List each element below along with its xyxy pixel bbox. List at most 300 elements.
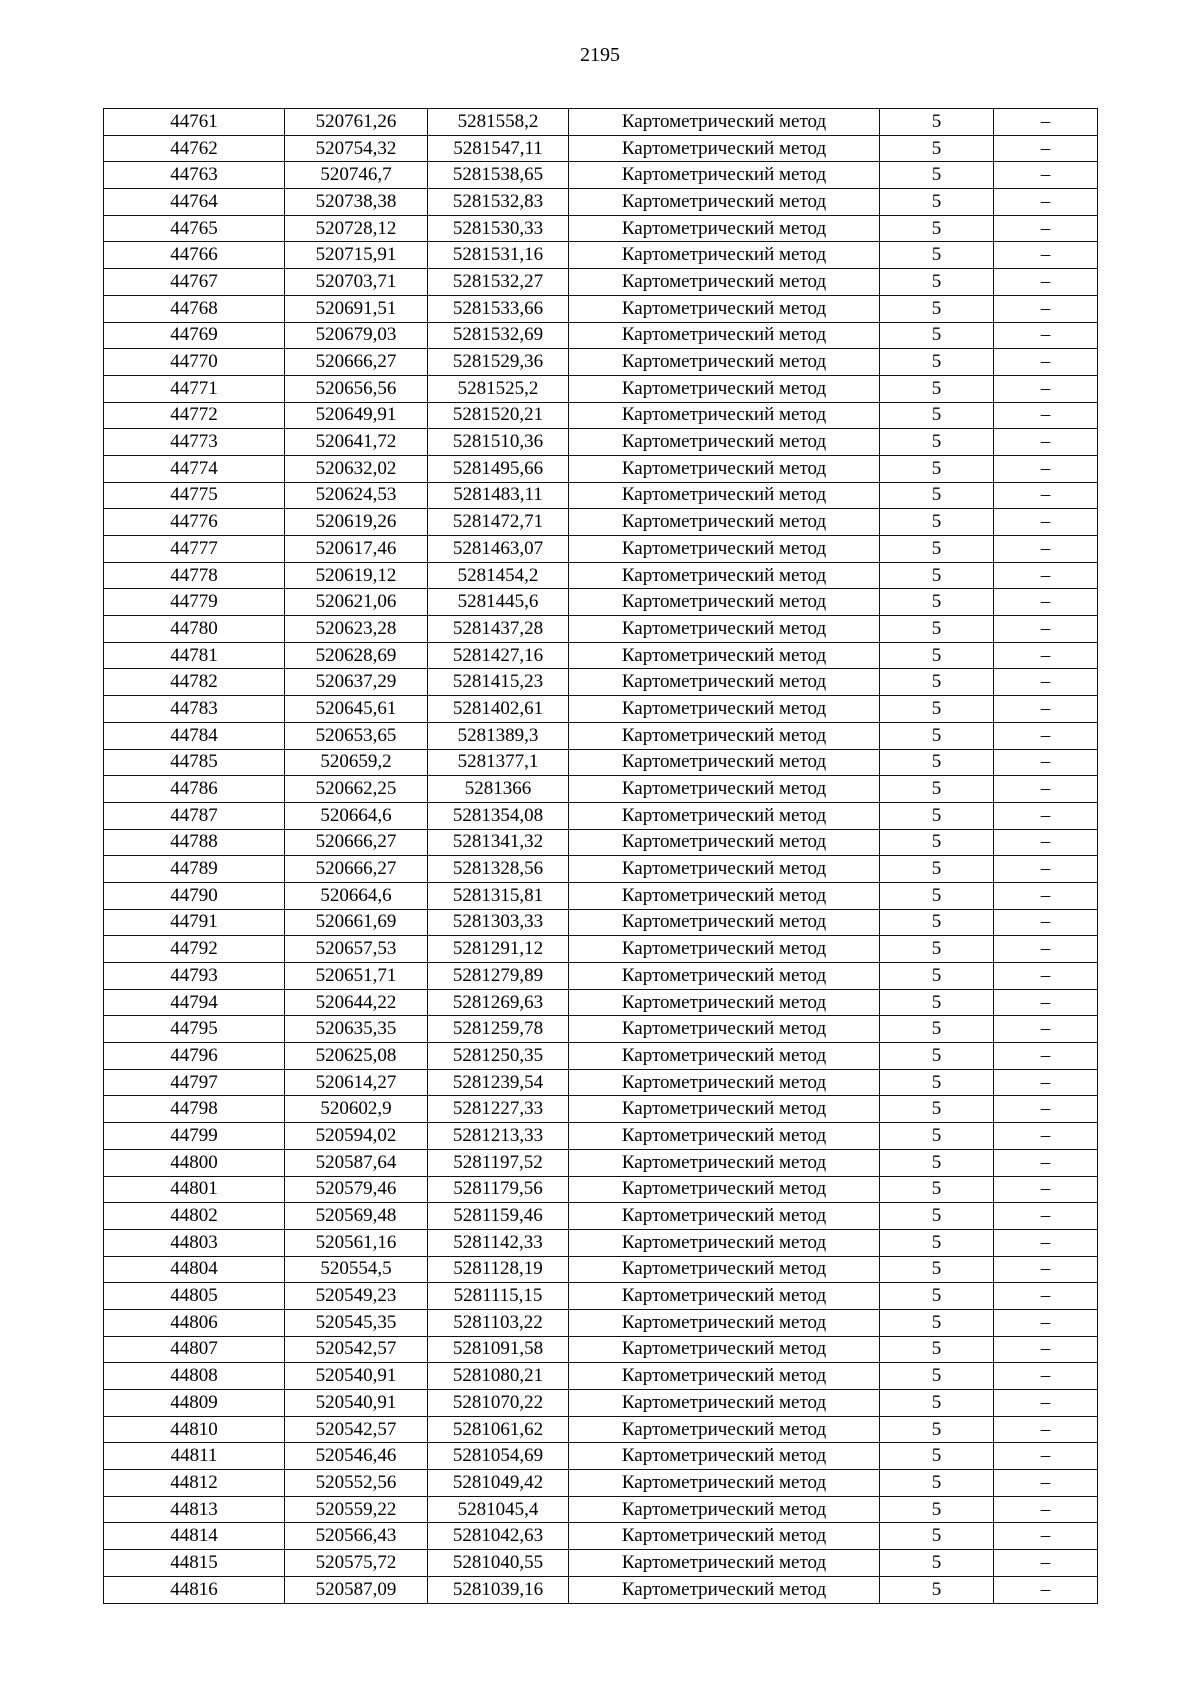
y-coordinate-cell: 5281341,32 [428,829,569,856]
x-coordinate-cell: 520566,43 [285,1523,428,1550]
point-number-cell: 44765 [104,215,285,242]
table-row [104,322,1098,349]
point-number-cell: 44814 [104,1523,285,1550]
table-row [104,1229,1098,1256]
point-number-cell: 44779 [104,589,285,616]
note-cell: – [994,1229,1098,1256]
point-number-cell: 44770 [104,349,285,376]
point-number-cell: 44793 [104,963,285,990]
point-number-cell: 44785 [104,749,285,776]
point-number-cell: 44790 [104,882,285,909]
point-number-cell: 44801 [104,1176,285,1203]
accuracy-cell: 5 [880,829,994,856]
table-row [104,1309,1098,1336]
note-cell: – [994,1470,1098,1497]
note-cell: – [994,269,1098,296]
method-cell: Картометрический метод [569,1416,880,1443]
point-number-cell: 44792 [104,936,285,963]
accuracy-cell: 5 [880,295,994,322]
accuracy-cell: 5 [880,989,994,1016]
accuracy-cell: 5 [880,1309,994,1336]
method-cell: Картометрический метод [569,882,880,909]
note-cell: – [994,135,1098,162]
point-number-cell: 44791 [104,909,285,936]
x-coordinate-cell: 520628,69 [285,642,428,669]
x-coordinate-cell: 520715,91 [285,242,428,269]
accuracy-cell: 5 [880,242,994,269]
method-cell: Картометрический метод [569,1229,880,1256]
y-coordinate-cell: 5281227,33 [428,1096,569,1123]
note-cell: – [994,1203,1098,1230]
x-coordinate-cell: 520594,02 [285,1123,428,1150]
y-coordinate-cell: 5281042,63 [428,1523,569,1550]
point-number-cell: 44763 [104,162,285,189]
x-coordinate-cell: 520614,27 [285,1069,428,1096]
accuracy-cell: 5 [880,696,994,723]
accuracy-cell: 5 [880,1149,994,1176]
x-coordinate-cell: 520575,72 [285,1550,428,1577]
note-cell: – [994,1256,1098,1283]
x-coordinate-cell: 520666,27 [285,856,428,883]
accuracy-cell: 5 [880,215,994,242]
y-coordinate-cell: 5281427,16 [428,642,569,669]
point-number-cell: 44761 [104,109,285,136]
note-cell: – [994,1043,1098,1070]
table-row [104,1363,1098,1390]
table-row [104,1496,1098,1523]
note-cell: – [994,1069,1098,1096]
accuracy-cell: 5 [880,1390,994,1417]
y-coordinate-cell: 5281472,71 [428,509,569,536]
point-number-cell: 44815 [104,1550,285,1577]
accuracy-cell: 5 [880,162,994,189]
table-row [104,1149,1098,1176]
accuracy-cell: 5 [880,536,994,563]
x-coordinate-cell: 520552,56 [285,1470,428,1497]
point-number-cell: 44800 [104,1149,285,1176]
x-coordinate-cell: 520659,2 [285,749,428,776]
accuracy-cell: 5 [880,1550,994,1577]
accuracy-cell: 5 [880,402,994,429]
accuracy-cell: 5 [880,1229,994,1256]
note-cell: – [994,189,1098,216]
table-row [104,829,1098,856]
y-coordinate-cell: 5281091,58 [428,1336,569,1363]
point-number-cell: 44794 [104,989,285,1016]
y-coordinate-cell: 5281179,56 [428,1176,569,1203]
y-coordinate-cell: 5281354,08 [428,802,569,829]
method-cell: Картометрический метод [569,1203,880,1230]
y-coordinate-cell: 5281328,56 [428,856,569,883]
y-coordinate-cell: 5281045,4 [428,1496,569,1523]
x-coordinate-cell: 520546,46 [285,1443,428,1470]
x-coordinate-cell: 520691,51 [285,295,428,322]
note-cell: – [994,936,1098,963]
method-cell: Картометрический метод [569,269,880,296]
table-row [104,402,1098,429]
table-row [104,242,1098,269]
point-number-cell: 44788 [104,829,285,856]
note-cell: – [994,856,1098,883]
point-number-cell: 44780 [104,616,285,643]
accuracy-cell: 5 [880,1443,994,1470]
x-coordinate-cell: 520679,03 [285,322,428,349]
method-cell: Картометрический метод [569,989,880,1016]
note-cell: – [994,349,1098,376]
accuracy-cell: 5 [880,1576,994,1603]
y-coordinate-cell: 5281259,78 [428,1016,569,1043]
y-coordinate-cell: 5281103,22 [428,1309,569,1336]
note-cell: – [994,109,1098,136]
method-cell: Картометрический метод [569,1443,880,1470]
point-number-cell: 44787 [104,802,285,829]
accuracy-cell: 5 [880,802,994,829]
note-cell: – [994,722,1098,749]
y-coordinate-cell: 5281531,16 [428,242,569,269]
table-row [104,1256,1098,1283]
table-row [104,882,1098,909]
point-number-cell: 44797 [104,1069,285,1096]
y-coordinate-cell: 5281128,19 [428,1256,569,1283]
method-cell: Картометрический метод [569,1496,880,1523]
point-number-cell: 44807 [104,1336,285,1363]
table-row [104,1123,1098,1150]
note-cell: – [994,669,1098,696]
table-row [104,749,1098,776]
point-number-cell: 44772 [104,402,285,429]
accuracy-cell: 5 [880,322,994,349]
x-coordinate-cell: 520657,53 [285,936,428,963]
table-row [104,1283,1098,1310]
x-coordinate-cell: 520637,29 [285,669,428,696]
point-number-cell: 44782 [104,669,285,696]
table-row [104,162,1098,189]
note-cell: – [994,215,1098,242]
note-cell: – [994,482,1098,509]
method-cell: Картометрический метод [569,669,880,696]
y-coordinate-cell: 5281291,12 [428,936,569,963]
method-cell: Картометрический метод [569,109,880,136]
accuracy-cell: 5 [880,722,994,749]
point-number-cell: 44764 [104,189,285,216]
method-cell: Картометрический метод [569,616,880,643]
y-coordinate-cell: 5281061,62 [428,1416,569,1443]
y-coordinate-cell: 5281159,46 [428,1203,569,1230]
y-coordinate-cell: 5281377,1 [428,749,569,776]
x-coordinate-cell: 520651,71 [285,963,428,990]
table-row [104,375,1098,402]
method-cell: Картометрический метод [569,1016,880,1043]
point-number-cell: 44816 [104,1576,285,1603]
accuracy-cell: 5 [880,776,994,803]
x-coordinate-cell: 520761,26 [285,109,428,136]
point-number-cell: 44774 [104,455,285,482]
point-number-cell: 44775 [104,482,285,509]
note-cell: – [994,402,1098,429]
x-coordinate-cell: 520664,6 [285,882,428,909]
table-row [104,429,1098,456]
method-cell: Картометрический метод [569,1390,880,1417]
note-cell: – [994,749,1098,776]
y-coordinate-cell: 5281445,6 [428,589,569,616]
note-cell: – [994,1443,1098,1470]
table-row [104,1523,1098,1550]
table-row [104,455,1098,482]
y-coordinate-cell: 5281525,2 [428,375,569,402]
y-coordinate-cell: 5281402,61 [428,696,569,723]
accuracy-cell: 5 [880,749,994,776]
accuracy-cell: 5 [880,375,994,402]
y-coordinate-cell: 5281529,36 [428,349,569,376]
table-row [104,1176,1098,1203]
accuracy-cell: 5 [880,269,994,296]
table-row [104,536,1098,563]
method-cell: Картометрический метод [569,402,880,429]
table-row [104,909,1098,936]
y-coordinate-cell: 5281415,23 [428,669,569,696]
note-cell: – [994,562,1098,589]
table-row [104,589,1098,616]
point-number-cell: 44809 [104,1390,285,1417]
y-coordinate-cell: 5281250,35 [428,1043,569,1070]
method-cell: Картометрический метод [569,776,880,803]
note-cell: – [994,589,1098,616]
note-cell: – [994,295,1098,322]
method-cell: Картометрический метод [569,1123,880,1150]
table-row [104,1203,1098,1230]
table-row [104,1550,1098,1577]
y-coordinate-cell: 5281142,33 [428,1229,569,1256]
accuracy-cell: 5 [880,429,994,456]
point-number-cell: 44766 [104,242,285,269]
note-cell: – [994,616,1098,643]
y-coordinate-cell: 5281039,16 [428,1576,569,1603]
y-coordinate-cell: 5281454,2 [428,562,569,589]
accuracy-cell: 5 [880,482,994,509]
method-cell: Картометрический метод [569,856,880,883]
point-number-cell: 44773 [104,429,285,456]
accuracy-cell: 5 [880,1096,994,1123]
y-coordinate-cell: 5281520,21 [428,402,569,429]
table-row [104,562,1098,589]
table-row [104,936,1098,963]
point-number-cell: 44762 [104,135,285,162]
accuracy-cell: 5 [880,1336,994,1363]
accuracy-cell: 5 [880,856,994,883]
table-row [104,696,1098,723]
x-coordinate-cell: 520540,91 [285,1363,428,1390]
y-coordinate-cell: 5281532,27 [428,269,569,296]
table-row [104,856,1098,883]
point-number-cell: 44771 [104,375,285,402]
x-coordinate-cell: 520602,9 [285,1096,428,1123]
point-number-cell: 44803 [104,1229,285,1256]
method-cell: Картометрический метод [569,375,880,402]
x-coordinate-cell: 520561,16 [285,1229,428,1256]
method-cell: Картометрический метод [569,562,880,589]
x-coordinate-cell: 520664,6 [285,802,428,829]
y-coordinate-cell: 5281463,07 [428,536,569,563]
point-number-cell: 44795 [104,1016,285,1043]
accuracy-cell: 5 [880,1123,994,1150]
x-coordinate-cell: 520569,48 [285,1203,428,1230]
method-cell: Картометрический метод [569,1043,880,1070]
accuracy-cell: 5 [880,1416,994,1443]
x-coordinate-cell: 520666,27 [285,349,428,376]
y-coordinate-cell: 5281040,55 [428,1550,569,1577]
method-cell: Картометрический метод [569,642,880,669]
x-coordinate-cell: 520545,35 [285,1309,428,1336]
accuracy-cell: 5 [880,909,994,936]
note-cell: – [994,989,1098,1016]
y-coordinate-cell: 5281115,15 [428,1283,569,1310]
point-number-cell: 44813 [104,1496,285,1523]
accuracy-cell: 5 [880,109,994,136]
x-coordinate-cell: 520617,46 [285,536,428,563]
table-row [104,1336,1098,1363]
note-cell: – [994,455,1098,482]
point-number-cell: 44811 [104,1443,285,1470]
table-row [104,1096,1098,1123]
method-cell: Картометрический метод [569,189,880,216]
point-number-cell: 44810 [104,1416,285,1443]
y-coordinate-cell: 5281269,63 [428,989,569,1016]
table-row [104,215,1098,242]
y-coordinate-cell: 5281389,3 [428,722,569,749]
note-cell: – [994,1016,1098,1043]
point-number-cell: 44806 [104,1309,285,1336]
x-coordinate-cell: 520623,28 [285,616,428,643]
accuracy-cell: 5 [880,1016,994,1043]
y-coordinate-cell: 5281437,28 [428,616,569,643]
table-row [104,802,1098,829]
note-cell: – [994,642,1098,669]
accuracy-cell: 5 [880,189,994,216]
accuracy-cell: 5 [880,1256,994,1283]
y-coordinate-cell: 5281049,42 [428,1470,569,1497]
x-coordinate-cell: 520549,23 [285,1283,428,1310]
coordinates-table-body [104,109,1098,1604]
note-cell: – [994,776,1098,803]
accuracy-cell: 5 [880,642,994,669]
note-cell: – [994,1576,1098,1603]
page-number: 2195 [580,44,620,66]
method-cell: Картометрический метод [569,322,880,349]
accuracy-cell: 5 [880,936,994,963]
note-cell: – [994,1363,1098,1390]
x-coordinate-cell: 520540,91 [285,1390,428,1417]
accuracy-cell: 5 [880,135,994,162]
accuracy-cell: 5 [880,349,994,376]
x-coordinate-cell: 520653,65 [285,722,428,749]
y-coordinate-cell: 5281532,83 [428,189,569,216]
note-cell: – [994,963,1098,990]
coordinates-table [103,108,1098,1604]
x-coordinate-cell: 520746,7 [285,162,428,189]
note-cell: – [994,536,1098,563]
point-number-cell: 44789 [104,856,285,883]
note-cell: – [994,882,1098,909]
method-cell: Картометрический метод [569,1470,880,1497]
y-coordinate-cell: 5281532,69 [428,322,569,349]
table-row [104,616,1098,643]
point-number-cell: 44777 [104,536,285,563]
point-number-cell: 44798 [104,1096,285,1123]
y-coordinate-cell: 5281197,52 [428,1149,569,1176]
method-cell: Картометрический метод [569,802,880,829]
method-cell: Картометрический метод [569,1256,880,1283]
table-row [104,776,1098,803]
table-row [104,269,1098,296]
note-cell: – [994,1523,1098,1550]
accuracy-cell: 5 [880,1470,994,1497]
y-coordinate-cell: 5281510,36 [428,429,569,456]
x-coordinate-cell: 520703,71 [285,269,428,296]
x-coordinate-cell: 520542,57 [285,1336,428,1363]
x-coordinate-cell: 520542,57 [285,1416,428,1443]
point-number-cell: 44805 [104,1283,285,1310]
y-coordinate-cell: 5281547,11 [428,135,569,162]
table-row [104,482,1098,509]
x-coordinate-cell: 520754,32 [285,135,428,162]
y-coordinate-cell: 5281054,69 [428,1443,569,1470]
point-number-cell: 44804 [104,1256,285,1283]
note-cell: – [994,375,1098,402]
x-coordinate-cell: 520645,61 [285,696,428,723]
method-cell: Картометрический метод [569,909,880,936]
table-row [104,1443,1098,1470]
x-coordinate-cell: 520559,22 [285,1496,428,1523]
note-cell: – [994,1336,1098,1363]
note-cell: – [994,1096,1098,1123]
x-coordinate-cell: 520666,27 [285,829,428,856]
table-row [104,1016,1098,1043]
method-cell: Картометрический метод [569,1096,880,1123]
method-cell: Картометрический метод [569,1149,880,1176]
x-coordinate-cell: 520641,72 [285,429,428,456]
note-cell: – [994,1176,1098,1203]
accuracy-cell: 5 [880,1523,994,1550]
note-cell: – [994,1550,1098,1577]
note-cell: – [994,829,1098,856]
note-cell: – [994,696,1098,723]
x-coordinate-cell: 520635,35 [285,1016,428,1043]
table-row [104,509,1098,536]
method-cell: Картометрический метод [569,1336,880,1363]
y-coordinate-cell: 5281070,22 [428,1390,569,1417]
method-cell: Картометрический метод [569,482,880,509]
accuracy-cell: 5 [880,455,994,482]
note-cell: – [994,1149,1098,1176]
note-cell: – [994,162,1098,189]
y-coordinate-cell: 5281080,21 [428,1363,569,1390]
method-cell: Картометрический метод [569,1069,880,1096]
note-cell: – [994,802,1098,829]
point-number-cell: 44781 [104,642,285,669]
x-coordinate-cell: 520625,08 [285,1043,428,1070]
x-coordinate-cell: 520619,26 [285,509,428,536]
note-cell: – [994,242,1098,269]
table-row [104,349,1098,376]
table-row [104,109,1098,136]
point-number-cell: 44796 [104,1043,285,1070]
accuracy-cell: 5 [880,1069,994,1096]
method-cell: Картометрический метод [569,1309,880,1336]
table-row [104,135,1098,162]
table-row [104,295,1098,322]
point-number-cell: 44783 [104,696,285,723]
accuracy-cell: 5 [880,1496,994,1523]
